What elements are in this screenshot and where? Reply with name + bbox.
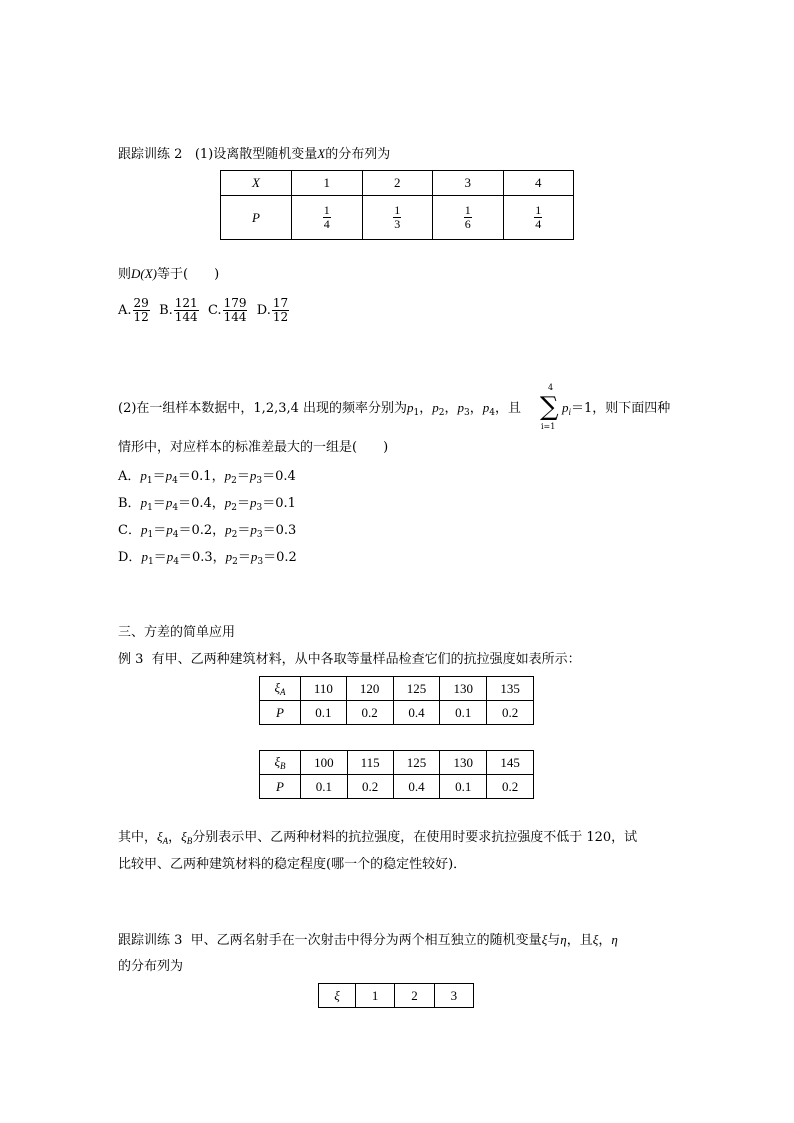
table-cell: 0.1 <box>301 775 348 799</box>
table-cell: 2 <box>362 171 433 196</box>
table-cell: 110 <box>301 677 347 701</box>
note-line2: 比较甲、乙两种建筑材料的稳定程度(哪一个的稳定性较好)． <box>118 857 467 872</box>
track3-line1: 跟踪训练 3 甲、乙两名射手在一次射击中得分为两个相互独立的随机变量ξ与η，且ξ，η <box>118 932 618 948</box>
denominator: 4 <box>535 217 542 231</box>
part2-text-a: (2)在一组样本数据中，1,2,3,4 出现的频率分别为 <box>118 401 408 416</box>
table-cell: 135 <box>487 677 534 701</box>
table-header-label: $\xi_B$ <box>260 751 301 775</box>
table-cell <box>503 196 574 240</box>
table-cell: 0.4 <box>393 775 440 799</box>
option-d: D. $\frac{17}{12}$ <box>256 296 289 324</box>
denominator: 4 <box>323 217 330 231</box>
numerator: 1 <box>464 203 471 217</box>
section-heading: 三、方差的简单应用 <box>118 625 236 640</box>
example-label: 例 3 <box>118 652 144 667</box>
question-text-a: 则 <box>118 267 132 282</box>
table-cell: 2 <box>395 984 434 1008</box>
part2-line2: 情形中，对应样本的标准差最大的一组是( ) <box>118 440 389 455</box>
table-cell <box>292 196 363 240</box>
choice-b: B．$p_1=p_4=0.4$，$p_2=p_3=0.1$ <box>118 495 296 513</box>
track2-label: 跟踪训练 2 <box>118 147 183 162</box>
option-a: A. $\frac{29}{12}$ <box>118 296 149 324</box>
numerator: 1 <box>535 203 542 217</box>
fraction <box>534 204 542 231</box>
table-cell: 3 <box>434 984 473 1008</box>
numerator: 1 <box>394 203 401 217</box>
numerator: 1 <box>323 203 330 217</box>
example-3 <box>118 652 581 668</box>
track3-line2: 的分布列为 <box>118 959 184 974</box>
sum-lower-limit: i=1 <box>541 422 556 431</box>
summation-icon: ∑ <box>540 392 559 422</box>
option-b: B. $\frac{121}{144}$ <box>159 296 198 324</box>
fraction: $\frac{121}{144}$ <box>174 296 198 324</box>
table-cell: 125 <box>393 677 440 701</box>
table-cell: 0.2 <box>487 701 534 725</box>
table-cell: 115 <box>347 751 393 775</box>
table-row-label: P <box>260 775 301 799</box>
table-cell: 130 <box>440 751 487 775</box>
question-expr: D(X) <box>131 266 158 281</box>
denominator: 3 <box>394 217 401 231</box>
choice-c: C．$p_1=p_4=0.2$，$p_2=p_3=0.3$ <box>118 522 297 540</box>
sum-upper-limit: 4 <box>548 383 554 392</box>
table-cell <box>362 196 433 240</box>
table-header-label: X <box>221 171 292 196</box>
table-cell: 125 <box>393 751 440 775</box>
track2-part1-text-a: (1)设离散型随机变量 <box>194 147 318 162</box>
table-row-label: P <box>221 196 292 240</box>
fraction: $\frac{179}{144}$ <box>223 296 247 324</box>
table-header-label: ξ <box>319 984 356 1008</box>
denominator: 6 <box>464 217 471 231</box>
table-cell: 1 <box>356 984 395 1008</box>
fraction: $\frac{17}{12}$ <box>272 296 289 324</box>
question-line <box>118 266 219 283</box>
table-header-label: $\xi_A$ <box>260 677 301 701</box>
table-cell: 120 <box>346 677 393 701</box>
choice-a: A．$p_1=p_4=0.1$，$p_2=p_3=0.4$ <box>118 468 296 486</box>
table-cell: 0.1 <box>440 701 487 725</box>
table-cell: 0.2 <box>347 775 393 799</box>
fraction <box>393 204 401 231</box>
var-x: X <box>317 146 326 161</box>
sum-term: $p_i=1$，则下面四种 <box>562 400 671 417</box>
table-cell: 0.4 <box>393 701 440 725</box>
part2-line1: (2)在一组样本数据中，1,2,3,4 出现的频率分别为$p_1$，$p_2$，$p_3$，$p_4$，且 <box>118 400 522 418</box>
table-cell: 1 <box>292 171 363 196</box>
table-cell: 100 <box>301 751 348 775</box>
table-cell: 0.2 <box>487 775 534 799</box>
table-cell: 145 <box>487 751 534 775</box>
table-cell: 3 <box>433 171 504 196</box>
distribution-table-a <box>259 676 534 725</box>
table-cell: 0.2 <box>346 701 393 725</box>
options-line <box>118 294 290 328</box>
question-text-b: 等于( ) <box>157 267 220 282</box>
table-cell: 130 <box>440 677 487 701</box>
fraction <box>323 204 331 231</box>
choice-d: D．$p_1=p_4=0.3$，$p_2=p_3=0.2$ <box>118 549 297 567</box>
fraction: $\frac{29}{12}$ <box>133 296 149 324</box>
track3-label: 跟踪训练 3 <box>118 933 183 948</box>
option-c: C. $\frac{179}{144}$ <box>207 296 247 324</box>
example-text: 有甲、乙两种建筑材料，从中各取等量样品检查它们的抗拉强度如表所示： <box>151 652 581 667</box>
track2-part1-text-b: 的分布列为 <box>325 147 391 162</box>
table-cell: 0.1 <box>440 775 487 799</box>
distribution-table-b <box>259 750 534 799</box>
table-cell <box>433 196 504 240</box>
track2-part1-heading <box>118 146 390 163</box>
table-row-label: P <box>260 701 301 725</box>
table-cell: 4 <box>503 171 574 196</box>
distribution-table-x <box>220 170 574 240</box>
distribution-table-xi <box>318 983 474 1008</box>
fraction <box>464 204 472 231</box>
note-line1: 其中，$\xi_A$，$\xi_B$分别表示甲、乙两种材料的抗拉强度，在使用时要求抗拉强度不低于 120，试 <box>118 829 638 846</box>
table-cell: 0.1 <box>301 701 347 725</box>
